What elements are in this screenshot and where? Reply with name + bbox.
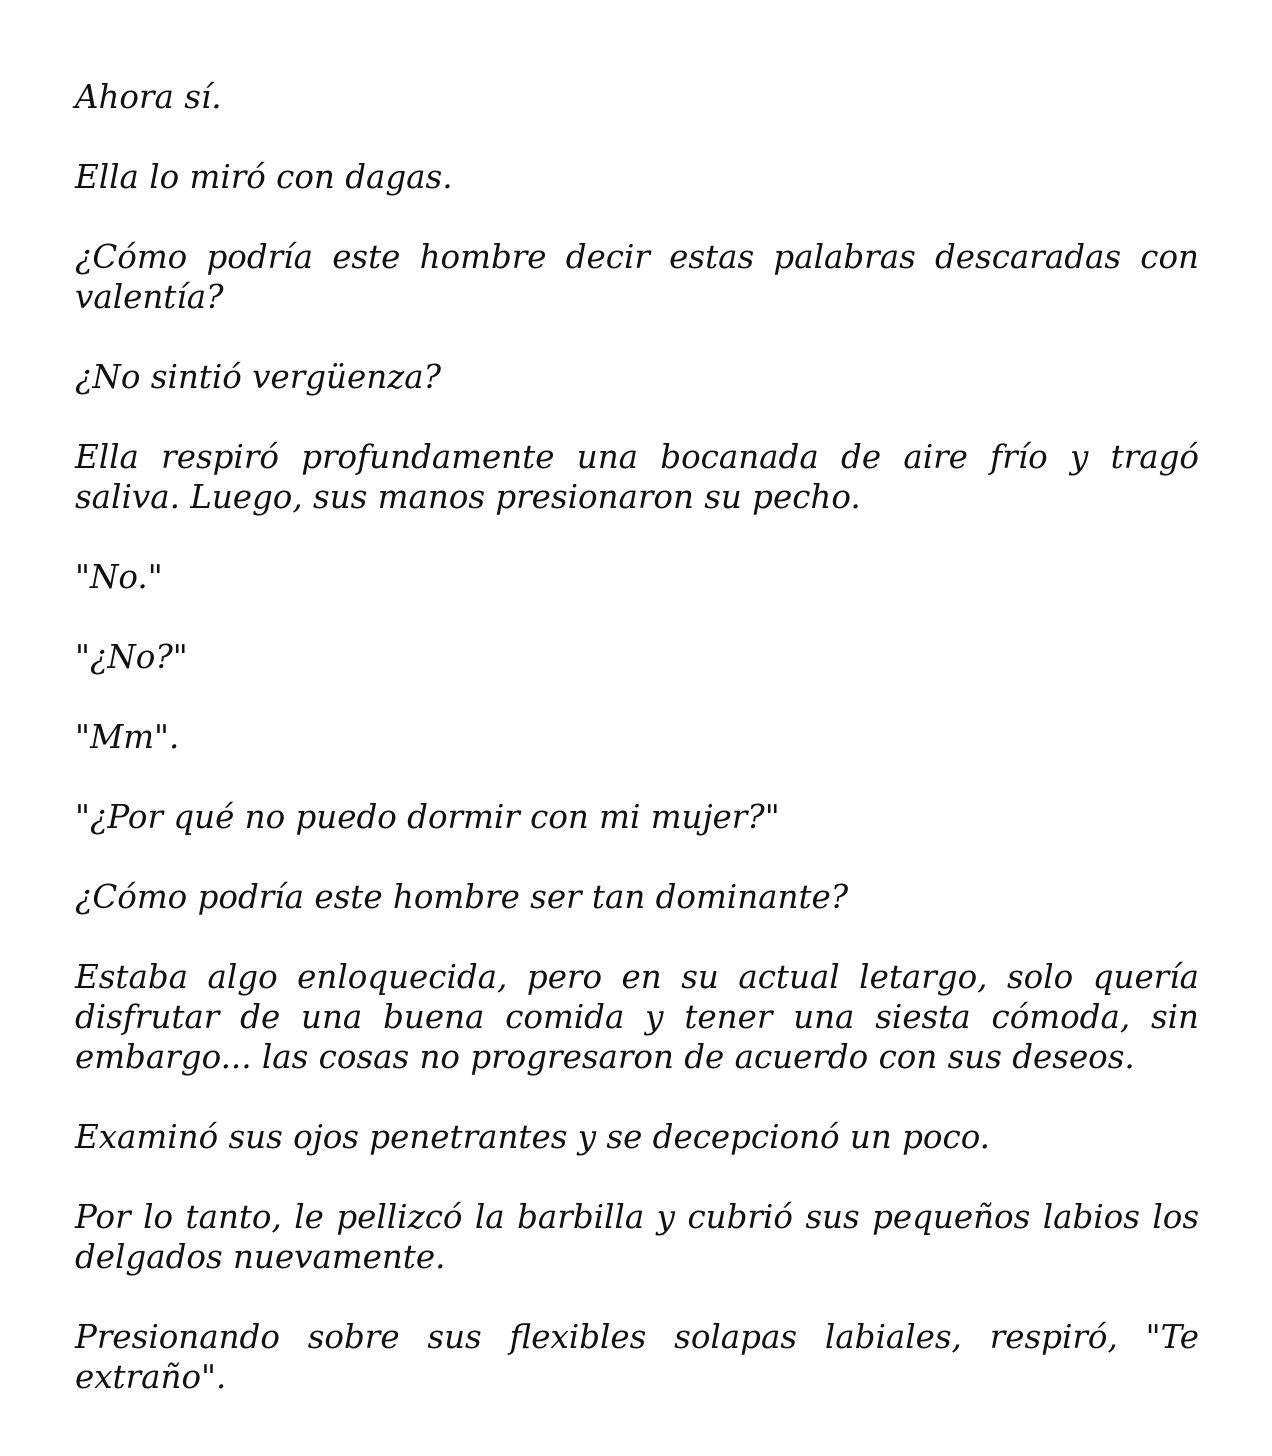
paragraph: "¿No?" <box>75 638 188 676</box>
document-body <box>75 77 1199 1397</box>
paragraph: "¿Por qué no puedo dormir con mi mujer?" <box>75 798 780 836</box>
paragraph: Examinó sus ojos penetrantes y se decepcionó un poco. <box>75 1118 991 1156</box>
paragraph: "Mm". <box>75 718 180 756</box>
paragraph: ¿No sintió vergüenza? <box>75 358 442 396</box>
paragraph: Ella lo miró con dagas. <box>75 158 453 196</box>
paragraph: "No." <box>75 558 163 596</box>
paragraph: Por lo tanto, le pellizcó la barbilla y cubrió sus pequeños labios los delgados nuevamente. <box>75 1198 1199 1276</box>
paragraph: Estaba algo enloquecida, pero en su actual letargo, solo quería disfrutar de una buena comida y tener una siesta cómoda, sin embargo... las cosas no progresaron de acuerdo con sus deseos. <box>75 958 1199 1076</box>
paragraph: Ella respiró profundamente una bocanada de aire frío y tragó saliva. Luego, sus manos presionaron su pecho. <box>75 438 1199 516</box>
paragraph: Ahora sí. <box>75 78 222 116</box>
paragraph: ¿Cómo podría este hombre decir estas palabras descaradas con valentía? <box>75 238 1199 316</box>
paragraph: ¿Cómo podría este hombre ser tan dominante? <box>75 878 849 916</box>
paragraph: Presionando sobre sus flexibles solapas labiales, respiró, "Te extraño". <box>75 1318 1199 1396</box>
